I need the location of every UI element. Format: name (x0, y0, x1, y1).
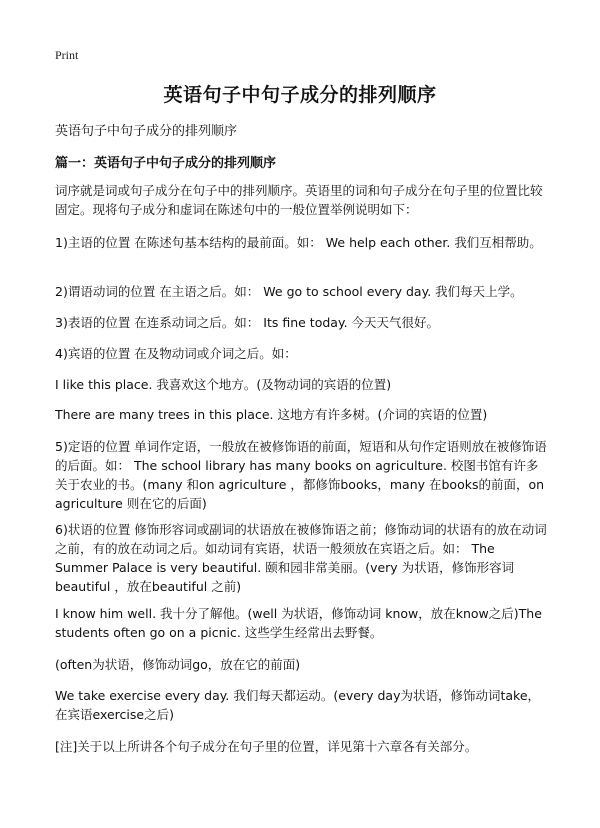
intro-paragraph: 词序就是词或句子成分在句子中的排列顺序。英语里的词和句子成分在句子里的位置比较固定。现将句子成分和虚词在陈述句中的一般位置举例说明如下： (55, 183, 543, 217)
item-object-position: 4)宾语的位置 在及物动词或介词之后。如： (55, 346, 297, 361)
page-title: 英语句子中句子成分的排列顺序 (163, 84, 437, 106)
note-often: (often为状语，修饰动词go，放在它的前面) (55, 657, 301, 672)
item-attribute-position: 5)定语的位置 单词作定语，一般放在被修饰语的前面，短语和从句作定语则放在被修饰语的后面。如： The school library has many books on agriculture. 校图书馆有许多关于农业的书。(many 和on agriculture ，都修饰books，many 在books的前面，on agriculture 则在它的后面) (55, 439, 547, 511)
example-adverb-well: I know him well. 我十分了解他。(well 为状语，修饰动词 know，放在know之后)The students often go on a picnic. 这些学生经常出去野餐。 (55, 606, 542, 640)
example-every-day: We take exercise every day. 我们每天都运动。(every day为状语，修饰动词take，在宾语exercise之后) (55, 688, 541, 722)
item-predicate-position: 2)谓语动词的位置 在主语之后。如： We go to school every day. 我们每天上学。 (55, 284, 523, 299)
item-subject-position: 1)主语的位置 在陈述句基本结构的最前面。如： We help each other. 我们互相帮助。 (55, 235, 542, 250)
section-heading: 篇一：英语句子中句子成分的排列顺序 (55, 156, 277, 171)
item-adverbial-position: 6)状语的位置 修饰形容词或副词的状语放在被修饰语之前；修饰动词的状语有的放在动词之前，有的放在动词之后。如动词有宾语，状语一般须放在宾语之后。如： The Summer Palace is very beautiful. 颐和园非常美丽。(very 为状语，修饰形容词beautiful ，放在beautiful 之前) (55, 522, 547, 594)
document-subtitle: 英语句子中句子成分的排列顺序 (55, 124, 238, 139)
example-preposition-object: There are many trees in this place. 这地方有许多树。(介词的宾语的位置) (55, 407, 488, 422)
print-label: Print (55, 48, 79, 62)
item-predicative-position: 3)表语的位置 在连系动词之后。如： Its fine today. 今天天气很好。 (55, 315, 440, 330)
chapter-note: [注]关于以上所讲各个句子成分在句子里的位置，详见第十六章各有关部分。 (55, 739, 478, 754)
example-verb-object: I like this place. 我喜欢这个地方。(及物动词的宾语的位置) (55, 377, 392, 392)
